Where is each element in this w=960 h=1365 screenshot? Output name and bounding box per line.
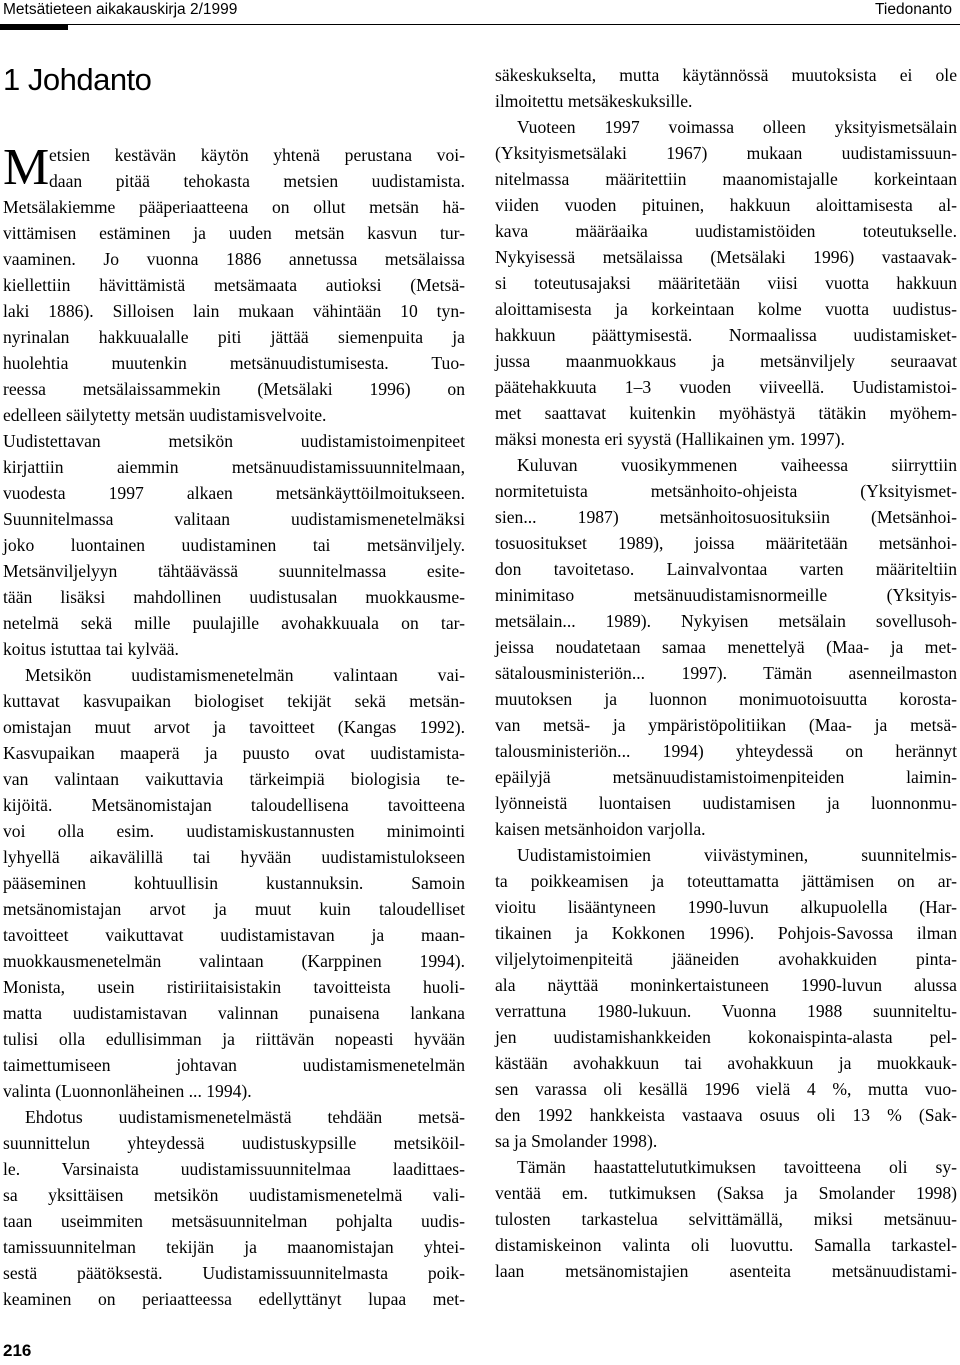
text-line: säkeskukselta, mutta käytännössä muutoksista ei ole [495,65,957,85]
text-line: si toteutusajaksi määritetään viisi vuotta hakkuun [495,273,957,293]
text-line: edelleen säilytetty metsän uudistamisvelvoite. [3,405,327,425]
text-line: Kasvupaikan maaperä ja puusto ovat uudistamista- [3,743,465,763]
text-line: aloittamisesta ja korkeintaan kolme vuotta uudistus- [495,299,957,319]
text-line: tavoitteet vaikuttavat uudistamistavan ja maan- [3,925,465,945]
text-line: sätalousministeriön... 1997). Tämän asenneilmaston [495,663,957,683]
text-line: le. Varsinaista uudistamissuunnitelmaa laadittaes- [3,1159,465,1179]
text-line: jeissa noudatetaan samaa menettelyä (Maa- ja met- [495,637,957,657]
text-line: matta uudistamistavan valinnan punaisena lankana [3,1003,465,1023]
text-line: tulisi olla edullisimman ja riittävän nopeasti hyvään [3,1029,465,1049]
text-line: taimettumiseen johtavan uudistamismenetelmän [3,1055,465,1075]
text-line: sestä päätöksestä. Uudistamissuunnitelmasta poik- [3,1263,465,1283]
drop-cap: M [3,139,50,196]
text-line: van metsä- ja ympäristöpolitiikan (Maa- ja metsä- [495,715,957,735]
right-column-text [495,62,957,1284]
text-line: nitelmassa määritettiin maanomistajalle korkeintaan [495,169,957,189]
text-line: den 1992 hankkeista vastaava osuus oli 13 % (Sak- [495,1105,957,1125]
section-title: 1 Johdanto [3,62,152,97]
text-line: Uudistettavan metsikön uudistamistoimenpiteet [3,431,465,451]
text-line: van valintaan vaikuttavia tärkeimpiä biologisia te- [3,769,465,789]
text-line: huolehtia muutenkin metsänuudistumisesta. Tuo- [3,353,465,373]
text-line: Nykyisessä metsälaissa (Metsälaki 1996) vastaavak- [495,247,957,267]
text-line: kästään avohakkuun tai avohakkuun ja muokkauk- [495,1053,957,1073]
text-line: don tavoitetaso. Lainvalvontaa varten määriteltiin [495,559,957,579]
text-line: kiellettiin hävittämistä metsämaata autioksi (Metsä- [3,275,465,295]
text-line: normitetuista metsänhoito-ohjeista (Yksityismet- [495,481,957,501]
text-line: Metsikön uudistamismenetelmän valintaan vai- [25,665,465,685]
text-line: vaaminen. Jo vuonna 1886 annetussa metsälaissa [3,249,465,269]
text-line: taan useimmiten metsäsuunnitelman pohjalta uudis- [3,1211,465,1231]
text-line: nyrinalan hakkuualalle piti jättää siemenpuita ja [3,327,465,347]
text-line: koitus istuttaa tai kylvää. [3,639,179,659]
text-line: sen varassa oli kesällä 1996 vielä 4 %, mutta vuo- [495,1079,957,1099]
text-line: viljelytoimenpiteitä jääneiden avohakkuiden pinta- [495,949,957,969]
text-line: suunnittelun yhteydessä uudistuskypsille metsiköil- [3,1133,465,1153]
first-paragraph [3,139,465,196]
text-line: netelmä sekä mille puulajille avohakkuuala on tar- [3,613,465,633]
text-line: vuodesta 1997 alkaen metsänkäyttöilmoitukseen. [3,483,465,503]
text-line: Tämän haastattelututkimuksen tavoitteena oli sy- [517,1157,957,1177]
text-line: viiden vuoden pituinen, hakkuun aloittamisesta al- [495,195,957,215]
text-line: kava määräaika uudistamistöiden toteutukselle. [495,221,957,241]
text-line: päätehakkuuta 1–3 vuoden viiveellä. Uudistamistoi- [495,377,957,397]
text-line: distamiskeinon valinta oli luovuttu. Samalla tarkastel- [495,1235,957,1255]
text-line: (Yksityismetsälaki 1967) mukaan uudistamissuun- [495,143,957,163]
text-line: voi olla esim. uudistamiskustannusten minimointi [3,821,465,841]
header-accent-bar [0,24,68,30]
header-rule [0,24,960,25]
text-line: laki 1886). Silloisen lain mukaan vähintään 10 tyn- [3,301,465,321]
page-number: 216 [3,1341,32,1360]
text-line: kijöitä. Metsänomistajan taloudellisena tavoitteena [3,795,465,815]
text-line: tikainen ja Kokkonen 1996). Pohjois-Savossa ilman [495,923,957,943]
text-line: Ehdotus uudistamismenetelmästä tehdään metsä- [25,1107,465,1127]
running-header [0,0,960,20]
text-line: reessa metsälaissammekin (Metsälaki 1996) on [3,379,465,399]
text-line: Uudistamistoimien viivästyminen, suunnitelmis- [517,845,957,865]
text-line: ventää em. tutkimuksen (Saksa ja Smolander 1998) [495,1183,957,1203]
text-line: tulosten tarkastelua selvittämällä, miksi metsänuu- [495,1209,957,1229]
text-line: pääseminen kohtuullisin kustannuksin. Samoin [3,873,465,893]
text-line: ta poikkeamisen ja toteuttamatta jättämisen on ar- [495,871,957,891]
text-line: Monista, usein ristiriitaisistakin tavoitteista huoli- [3,977,465,997]
text-line: hakkuun päättymisestä. Normaalissa uudistamisket- [495,325,957,345]
text-line: tamissuunnitelman tekijän ja maanomistajan yhtei- [3,1237,465,1257]
text-line: epäilyjä metsänuudistamistoimenpiteiden laimin- [495,767,957,787]
text-line: muokkausmenetelmän valintaan (Karppinen 1994). [3,951,465,971]
text-line: sien... 1987) metsänhoitosuosituksiin (Metsänhoi- [495,507,957,527]
text-line: minimitaso metsänuudistamisnormeille (Yksityis- [495,585,957,605]
text-line: tään lisäksi mahdollinen uudistusalan muokkausme- [3,587,465,607]
text-line: ilmoitettu metsäkeskuksille. [495,91,693,111]
text-line: muutoksen ja luonnon monimuotoisuutta korosta- [495,689,957,709]
text-line: Metsälakiemme pääperiaatteena on ollut metsän hä- [3,197,465,217]
text-line: talousministeriön... 1994) yhteydessä on herännyt [495,741,957,761]
text-line: metsänomistajan arvot ja muut kuin taloudelliset [3,899,465,919]
text-line: vioitu lisääntyneen 1990-luvun alkupuolella (Har- [495,897,957,917]
text-line: sa ja Smolander 1998). [495,1131,658,1151]
text-line: kuttavat kasvupaikan biologiset tekijät sekä metsän- [3,691,465,711]
text-line: kaisen metsänhoidon varjolla. [495,819,706,839]
text-line: verrattuna 1980-lukuun. Vuonna 1988 suunniteltu- [495,1001,957,1021]
text-line: daan pitää tehokasta metsien uudistamista. [49,171,465,191]
text-line: valinta (Luonnonläheinen ... 1994). [3,1081,252,1101]
text-line: keaminen on periaatteessa edellyttänyt lupaa met- [3,1289,465,1309]
text-line: mäksi monesta eri syystä (Hallikainen ym. 1997). [495,429,845,449]
text-line: ala näyttää moninkertaistuneen 1990-luvun alussa [495,975,957,995]
text-line: laan metsänomistajien asenteita metsänuudistami- [495,1261,957,1281]
text-line: Metsänviljelyyn tähtäävässä suunnitelmassa esite- [3,561,465,581]
text-line: joko luontainen uudistaminen tai metsänviljely. [3,535,465,555]
text-line: met saattavat kuitenkin myöhästyä tätäkin myöhem- [495,403,957,423]
text-line: Kuluvan vuosikymmenen vaiheessa siirryttiin [517,455,957,475]
text-line: jen uudistamishankkeiden kokonaispinta-alasta pel- [495,1027,957,1047]
text-line: Suunnitelmassa valitaan uudistamismenetelmäksi [3,509,465,529]
left-column-text [3,139,465,1312]
text-line: kirjattiin aiemmin metsänuudistamissuunnitelmaan, [3,457,465,477]
text-line: tosuositukset 1989), joissa määritetään metsänhoi- [495,533,957,553]
text-line: lyönneistä luontaisen uudistamisen ja luonnonmu- [495,793,957,813]
text-line: vittämisen estäminen ja uuden metsän kasvun tur- [3,223,465,243]
text-line: sa yksittäisen metsikön uudistamismenetelmä vali- [3,1185,465,1205]
article-category: Tiedonanto [875,1,952,18]
text-line: lyhyellä aikavälillä tai hyvään uudistamistulokseen [3,847,465,867]
journal-title: Metsätieteen aikakauskirja 2/1999 [3,1,238,18]
text-line: jussa maanmuokkaus ja metsänviljely seuraavat [495,351,957,371]
text-line: metsälain... 1989). Nykyisen metsälain sovellusoh- [495,611,957,631]
text-line: etsien kestävän käytön yhtenä perustana voi- [49,145,465,165]
text-line: omistajan muut arvot ja tavoitteet (Kangas 1992). [3,717,465,737]
text-line: Vuoteen 1997 voimassa olleen yksityismetsälain [517,117,957,137]
